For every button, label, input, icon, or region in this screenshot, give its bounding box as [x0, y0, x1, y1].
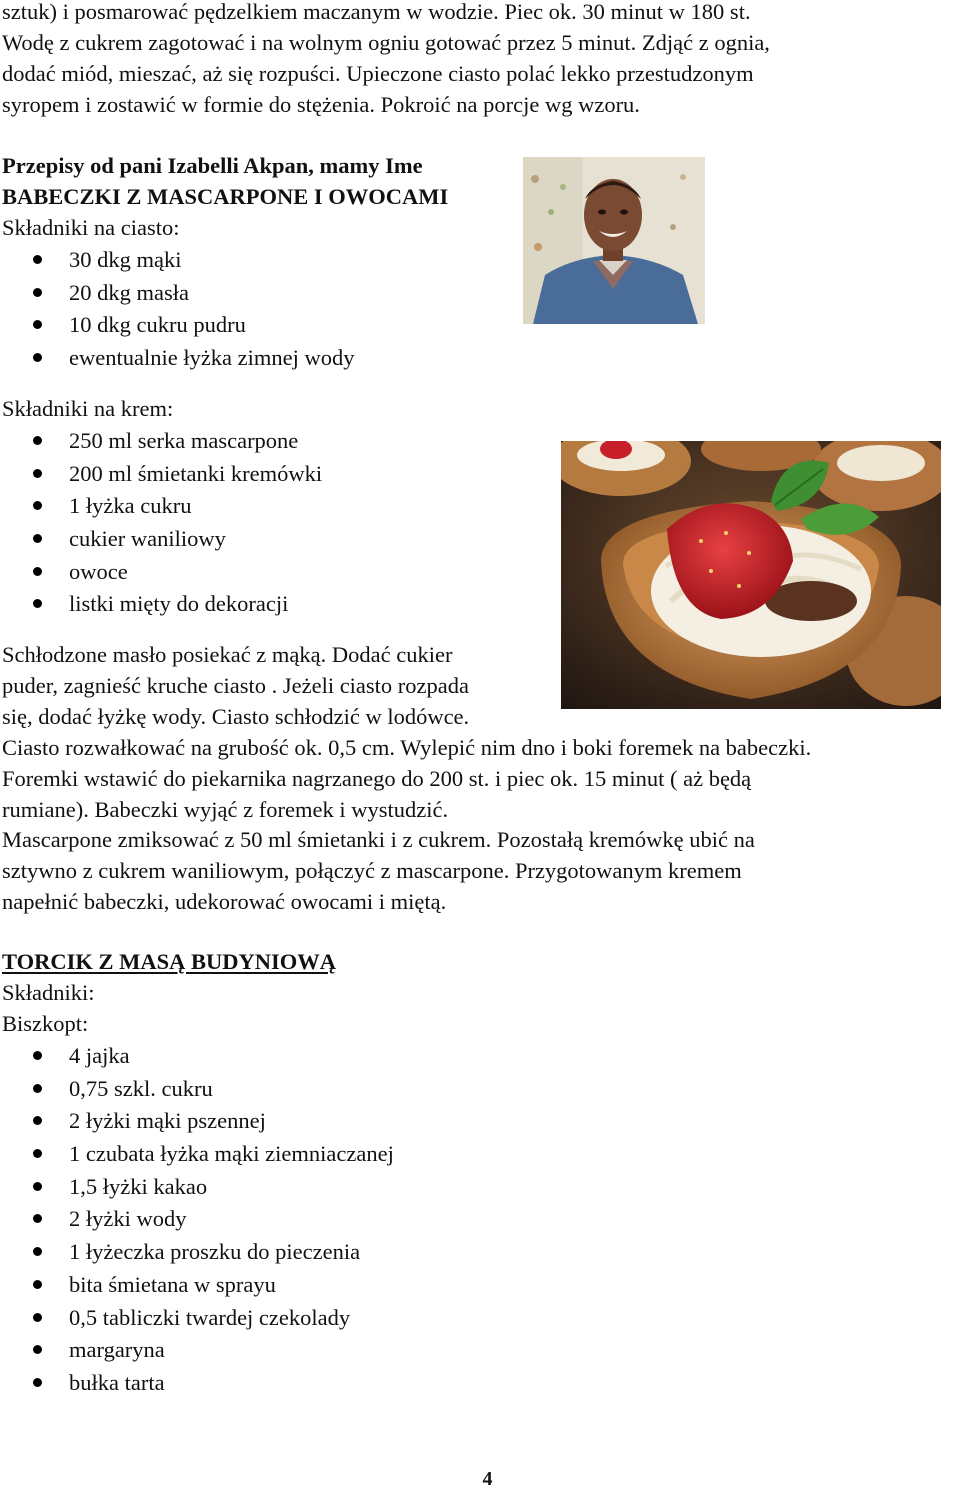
list-item	[0, 1138, 394, 1171]
bullet-icon	[33, 1345, 42, 1354]
list-item-text: cukier waniliowy	[69, 526, 226, 552]
list-item	[0, 556, 322, 589]
ingredients-label: Składniki:	[2, 980, 95, 1005]
bullet-icon	[33, 469, 42, 478]
portrait-illustration	[523, 157, 705, 324]
bullet-icon	[33, 436, 42, 445]
list-item-text: 200 ml śmietanki kremówki	[69, 460, 323, 486]
list-item	[0, 1302, 394, 1335]
list-item	[0, 1171, 394, 1204]
intro-line: dodać miód, mieszać, aż się rozpuści. Upieczone ciasto polać lekko przestudzonym	[2, 61, 754, 86]
sponge-ingredient-list	[0, 1040, 394, 1400]
list-item	[0, 342, 355, 375]
instruction-line: Ciasto rozwałkować na grubość ok. 0,5 cm. Wylepić nim dno i boki foremek na babeczki.	[2, 735, 812, 760]
list-item-text: 1,5 łyżki kakao	[69, 1173, 208, 1199]
list-item-text: bita śmietana w sprayu	[69, 1271, 276, 1297]
sponge-label: Biszkopt:	[2, 1011, 89, 1036]
list-item-text: 1 czubata łyżka mąki ziemniaczanej	[69, 1141, 394, 1167]
list-item	[0, 277, 355, 310]
list-item	[0, 1073, 394, 1106]
bullet-icon	[33, 1084, 42, 1093]
instruction-line: napełnić babeczki, udekorować owocami i miętą.	[2, 889, 447, 914]
intro-line: syropem i zostawić w formie do stężenia. Pokroić na porcje wg wzoru.	[2, 92, 640, 117]
bullet-icon	[33, 599, 42, 608]
recipe-title: TORCIK Z MASĄ BUDYNIOWĄ	[2, 949, 336, 974]
list-item-text: 2 łyżki mąki pszennej	[69, 1108, 266, 1134]
list-item	[0, 244, 355, 277]
instruction-line: sztywno z cukrem waniliowym, połączyć z mascarpone. Przygotowanym kremem	[2, 858, 742, 883]
list-item-text: ewentualnie łyżka zimnej wody	[69, 345, 355, 371]
bullet-icon	[33, 1313, 42, 1322]
section-header: Przepisy od pani Izabelli Akpan, mamy Ime	[2, 153, 423, 178]
intro-line: sztuk) i posmarować pędzelkiem maczanym w wodzie. Piec ok. 30 minut w 180 st.	[2, 0, 751, 24]
instruction-line: Mascarpone zmiksować z 50 ml śmietanki i z cukrem. Pozostałą kremówkę ubić na	[2, 827, 755, 852]
list-item	[0, 490, 322, 523]
ingredients-label: Składniki na krem:	[2, 396, 174, 421]
list-item	[0, 1269, 394, 1302]
bullet-icon	[33, 353, 42, 362]
bullet-icon	[33, 1247, 42, 1256]
bullet-icon	[33, 567, 42, 576]
ingredients-label: Składniki na ciasto:	[2, 215, 180, 240]
bullet-icon	[33, 1051, 42, 1060]
recipe-title: BABECZKI Z MASCARPONE I OWOCAMI	[2, 184, 449, 209]
list-item-text: 250 ml serka mascarpone	[69, 428, 299, 453]
bullet-icon	[33, 501, 42, 510]
list-item	[0, 425, 322, 458]
bullet-icon	[33, 1116, 42, 1125]
list-item	[0, 1334, 394, 1367]
list-item	[0, 588, 322, 621]
list-item-text: 1 łyżeczka proszku do pieczenia	[69, 1239, 361, 1265]
list-item-text: margaryna	[69, 1337, 165, 1363]
bullet-icon	[33, 1149, 42, 1158]
tartlet-photo	[561, 441, 941, 709]
list-item	[0, 1040, 394, 1073]
bullet-icon	[33, 1214, 42, 1223]
list-item	[0, 1203, 394, 1236]
instruction-line: się, dodać łyżkę wody. Ciasto schłodzić w lodówce.	[2, 704, 470, 729]
list-item-text: 0,5 tabliczki twardej czekolady	[69, 1304, 351, 1330]
cream-ingredient-list	[0, 425, 322, 621]
portrait-photo	[523, 157, 705, 324]
list-item-text: listki mięty do dekoracji	[69, 591, 289, 617]
list-item	[0, 309, 355, 342]
list-item-text: 0,75 szkl. cukru	[69, 1075, 213, 1101]
instruction-line: Foremki wstawić do piekarnika nagrzanego do 200 st. i piec ok. 15 minut ( aż będą	[2, 766, 752, 791]
instruction-line: Schłodzone masło posiekać z mąką. Dodać cukier	[2, 642, 453, 667]
instruction-line: puder, zagnieść kruche ciasto . Jeżeli ciasto rozpada	[2, 673, 470, 698]
list-item-text: owoce	[69, 558, 128, 584]
list-item-text: 1 łyżka cukru	[69, 493, 192, 519]
list-item-text: 2 łyżki wody	[69, 1206, 187, 1232]
intro-line: Wodę z cukrem zagotować i na wolnym ogniu gotować przez 5 minut. Zdjąć z ognia,	[2, 30, 770, 55]
bullet-icon	[33, 255, 42, 264]
page-number: 4	[482, 1468, 493, 1490]
bullet-icon	[33, 1182, 42, 1191]
list-item-text: bułka tarta	[69, 1369, 165, 1395]
bullet-icon	[33, 1280, 42, 1289]
dough-ingredient-list	[0, 244, 355, 375]
list-item-text: 4 jajka	[69, 1043, 130, 1068]
list-item-text: 30 dkg mąki	[69, 247, 182, 272]
list-item-text: 20 dkg masła	[69, 279, 189, 305]
list-item	[0, 1105, 394, 1138]
bullet-icon	[33, 320, 42, 329]
list-item-text: 10 dkg cukru pudru	[69, 312, 246, 338]
bullet-icon	[33, 534, 42, 543]
list-item	[0, 1367, 394, 1400]
bullet-icon	[33, 288, 42, 297]
list-item	[0, 1236, 394, 1269]
list-item	[0, 523, 322, 556]
tartlet-illustration	[561, 441, 941, 709]
instruction-line: rumiane). Babeczki wyjąć z foremek i wystudzić.	[2, 797, 449, 822]
bullet-icon	[33, 1378, 42, 1387]
list-item	[0, 458, 322, 491]
